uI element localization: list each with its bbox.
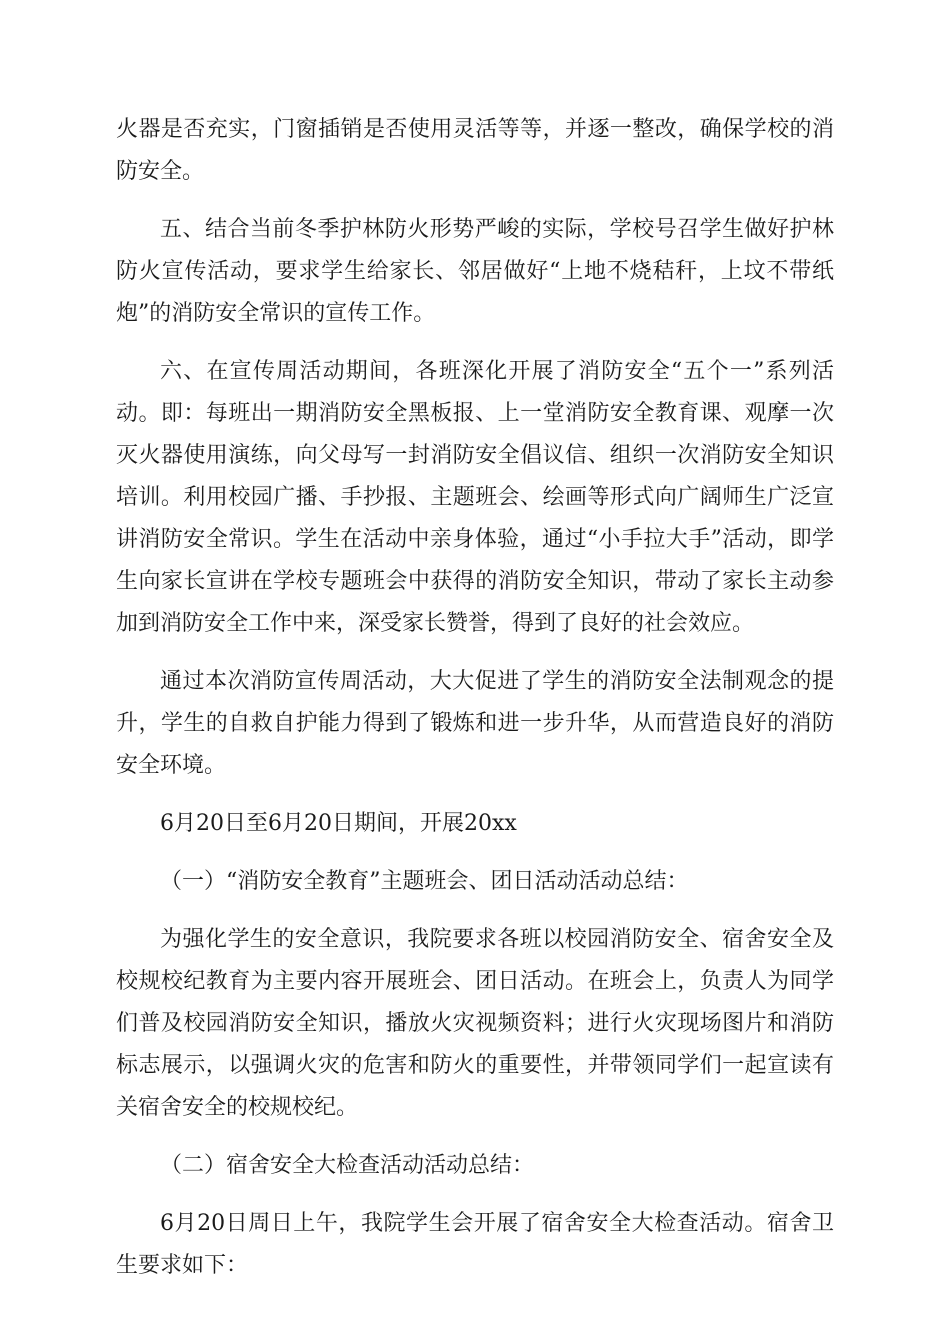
paragraph-date-intro: 6月20日至6月20日期间，开展20xx — [160, 811, 517, 836]
section-heading-one: （一）“消防安全教育”主题班会、团日活动活动总结： — [160, 869, 689, 894]
paragraph-item-five: 五、结合当前冬季护林防火形势严峻的实际，学校号召学生做好护林防火宣传活动，要求学生给家长、邻居做好“上地不烧秸秆，上坟不带纸炮”的消防安全常识的宣传工作。 — [116, 217, 834, 326]
paragraph-conclusion: 通过本次消防宣传周活动，大大促进了学生的消防安全法制观念的提升，学生的自救自护能力得到了锻炼和进一步升华，从而营造良好的消防安全环境。 — [116, 669, 834, 778]
paragraph-dorm-inspection: 6月20日周日上午，我院学生会开展了宿舍安全大检查活动。宿舍卫生要求如下： — [116, 1211, 834, 1278]
paragraph-continuation: 火器是否充实，门窗插销是否使用灵活等等，并逐一整改，确保学校的消防安全。 — [116, 117, 834, 184]
document-body — [116, 109, 834, 1287]
paragraph-item-six: 六、在宣传周活动期间，各班深化开展了消防安全“五个一”系列活动。即：每班出一期消防安全黑板报、上一堂消防安全教育课、观摩一次灭火器使用演练，向父母写一封消防安全倡议信、组织一次消防安全知识培训。利用校园广播、手抄报、主题班会、绘画等形式向广阔师生广泛宣讲消防安全常识。学生在活动中亲身体验，通过“小手拉大手”活动，即学生向家长宣讲在学校专题班会中获得的消防安全知识，带动了家长主动参加到消防安全工作中来，深受家长赞誉，得到了良好的社会效应。 — [116, 359, 834, 636]
section-heading-two: （二）宿舍安全大检查活动活动总结： — [160, 1153, 535, 1178]
paragraph-class-meeting: 为强化学生的安全意识，我院要求各班以校园消防安全、宿舍安全及校规校纪教育为主要内容开展班会、团日活动。在班会上，负责人为同学们普及校园消防安全知识，播放火灾视频资料；进行火灾现场图片和消防标志展示，以强调火灾的危害和防火的重要性，并带领同学们一起宣读有关宿舍安全的校规校纪。 — [116, 927, 834, 1120]
